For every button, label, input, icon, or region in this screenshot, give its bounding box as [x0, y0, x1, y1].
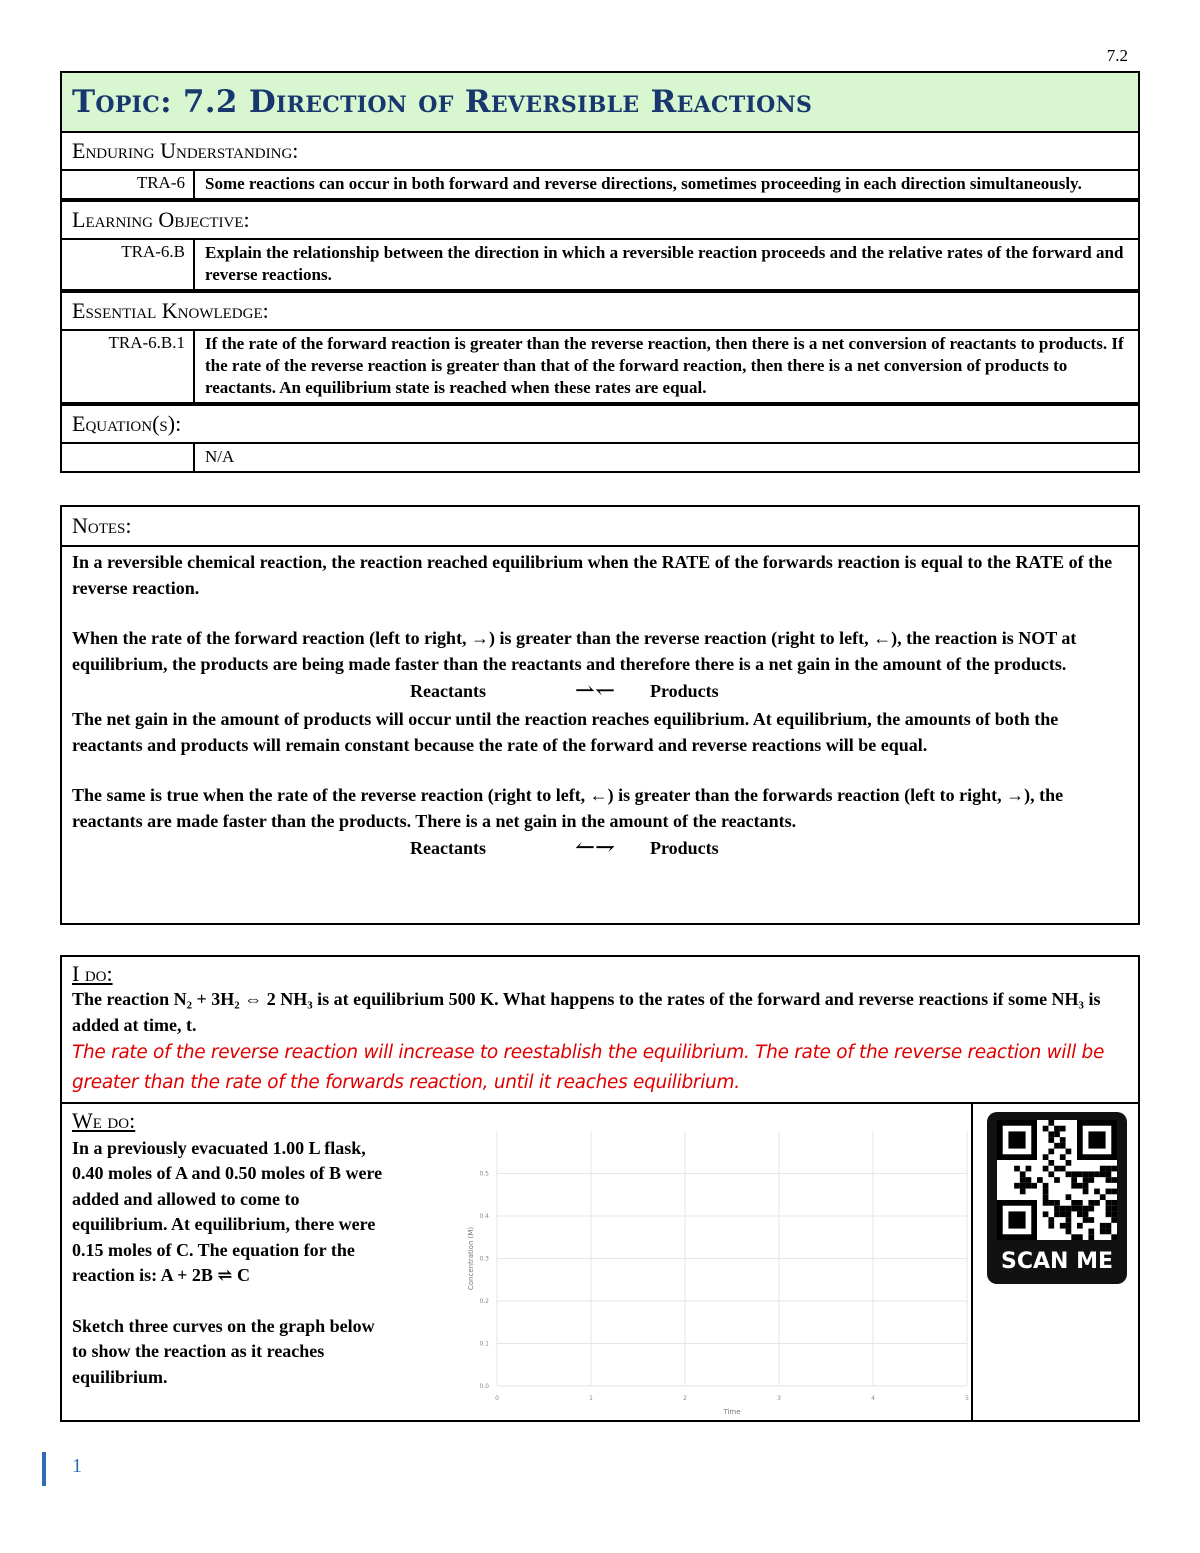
equation-reverse [72, 834, 1128, 864]
concentration-time-graph[interactable] [457, 1126, 977, 1416]
reactants-label: Reactants [410, 681, 486, 702]
y-axis-label: Concentration (M) [467, 1226, 475, 1291]
notes-paragraph-1: In a reversible chemical reaction, the reaction reached equilibrium when the RATE of the forwards reaction is equal to the RATE of the reverse reaction. [72, 552, 1113, 598]
notes-paragraph-2: When the rate of the forward reaction (left to right, →) is greater than the reverse reaction (right to left, ←), the reaction is NOT at equilibrium, the products are being made faster than the reactants and therefore there is a net gain in the amount of the products. [72, 628, 1077, 674]
page-label-top: 7.2 [1106, 46, 1128, 65]
ido-question: The reaction N₂ + 3H₂ ⇔ 2 NH₃ is at equilibrium 500 K. What happens to the rates of the forward and reverse reactions if some NH₃ is added at time, t. [72, 989, 1101, 1035]
ido-answer: The rate of the reverse reaction will increase to reestablish the equilibrium. The rate of the reverse reaction will be greater than the rate of the forwards reaction, until it reaches equilibrium. [72, 1042, 1105, 1093]
wedo-heading: We do: [72, 1108, 136, 1133]
x-axis-label: Time [723, 1408, 741, 1416]
objective-row [62, 240, 1138, 291]
y-tick-label: 0.1 [479, 1340, 489, 1348]
objective-code: TRA-6.B [62, 240, 195, 289]
x-tick-label: 1 [589, 1395, 593, 1402]
enduring-code: TRA-6 [62, 171, 195, 198]
wedo-instruction: Sketch three curves on the graph below to show the reaction as it reaches equilibrium. [72, 1315, 375, 1387]
page-title: Topic: 7.2 Direction of Reversible Reactions [72, 84, 813, 120]
products-label: Products [650, 838, 719, 859]
equation-forward [72, 677, 1128, 707]
objective-text: Explain the relationship between the direction in which a reversible reaction proceeds and the relative rates of the forward and reverse reactions. [205, 243, 1124, 284]
x-tick-label: 0 [495, 1395, 499, 1402]
y-tick-label: 0.0 [479, 1383, 489, 1390]
y-tick-label: 0.2 [479, 1298, 489, 1305]
equilibrium-arrow-icon: ⇀↽ [574, 678, 616, 705]
wedo-text-column [62, 1104, 402, 1394]
y-tick-label: 0.5 [479, 1170, 489, 1178]
products-label: Products [650, 681, 719, 702]
x-tick-label: 3 [777, 1395, 781, 1402]
x-tick-label: 5 [965, 1395, 969, 1402]
enduring-heading: Enduring Understanding: [62, 133, 1138, 171]
footer-accent-bar [42, 1452, 46, 1486]
knowledge-row [62, 331, 1138, 404]
reactants-label: Reactants [410, 838, 486, 859]
equation-row [62, 444, 1138, 471]
equation-heading: Equation(s): [62, 404, 1138, 444]
qr-code[interactable] [987, 1112, 1127, 1284]
notes-heading: Notes: [62, 507, 1138, 547]
enduring-text: Some reactions can occur in both forward and reverse directions, sometimes proceeding in each direction simultaneously. [205, 174, 1082, 193]
ido-heading: I do: [72, 961, 113, 986]
enduring-row [62, 171, 1138, 200]
equation-code [62, 444, 195, 471]
notes-paragraph-4: The same is true when the rate of the reverse reaction (right to left, ←) is greater than the forwards reaction (left to right, →), the reactants are made faster than the products. There is a net gain in the amount of the reactants. [72, 785, 1064, 831]
knowledge-code: TRA-6.B.1 [62, 331, 195, 402]
scan-me-label: SCAN ME [1000, 1249, 1113, 1274]
notes-body [62, 547, 1138, 867]
x-tick-label: 4 [871, 1395, 875, 1402]
title-row [62, 73, 1138, 133]
y-tick-label: 0.3 [479, 1255, 489, 1263]
y-tick-label: 0.4 [479, 1213, 489, 1220]
notes-box [60, 505, 1140, 925]
objective-heading: Learning Objective: [62, 200, 1138, 240]
x-tick-label: 2 [683, 1395, 687, 1402]
topic-table [60, 71, 1140, 473]
wedo-section [62, 1102, 1138, 1420]
knowledge-heading: Essential Knowledge: [62, 291, 1138, 331]
notes-paragraph-3: The net gain in the amount of products will occur until the reaction reaches equilibrium. At equilibrium, the amounts of both the reactants and products will remain constant because the rate of the forward and reverse reactions will be equal. [72, 709, 1059, 755]
qr-code-icon [997, 1120, 1117, 1240]
page-number: 1 [72, 1455, 82, 1477]
equation-text: N/A [205, 447, 235, 466]
qr-column [971, 1104, 1138, 1420]
knowledge-text: If the rate of the forward reaction is greater than the reverse reaction, then there is a net conversion of reactants to products. If the rate of the reverse reaction is greater than that of the forward reaction, then there is a net conversion of products to reactants. An equilibrium state is reached when these rates are equal. [205, 334, 1124, 397]
ido-box [60, 955, 1140, 1422]
equilibrium-arrow-icon: ↼⇁ [574, 835, 616, 862]
wedo-problem: In a previously evacuated 1.00 L flask, 0.40 moles of A and 0.50 moles of B were added and allowed to come to equilibrium. At equilibrium, there were 0.15 moles of C. The equation for the reaction is: A + 2B ⇌ C [72, 1137, 383, 1285]
